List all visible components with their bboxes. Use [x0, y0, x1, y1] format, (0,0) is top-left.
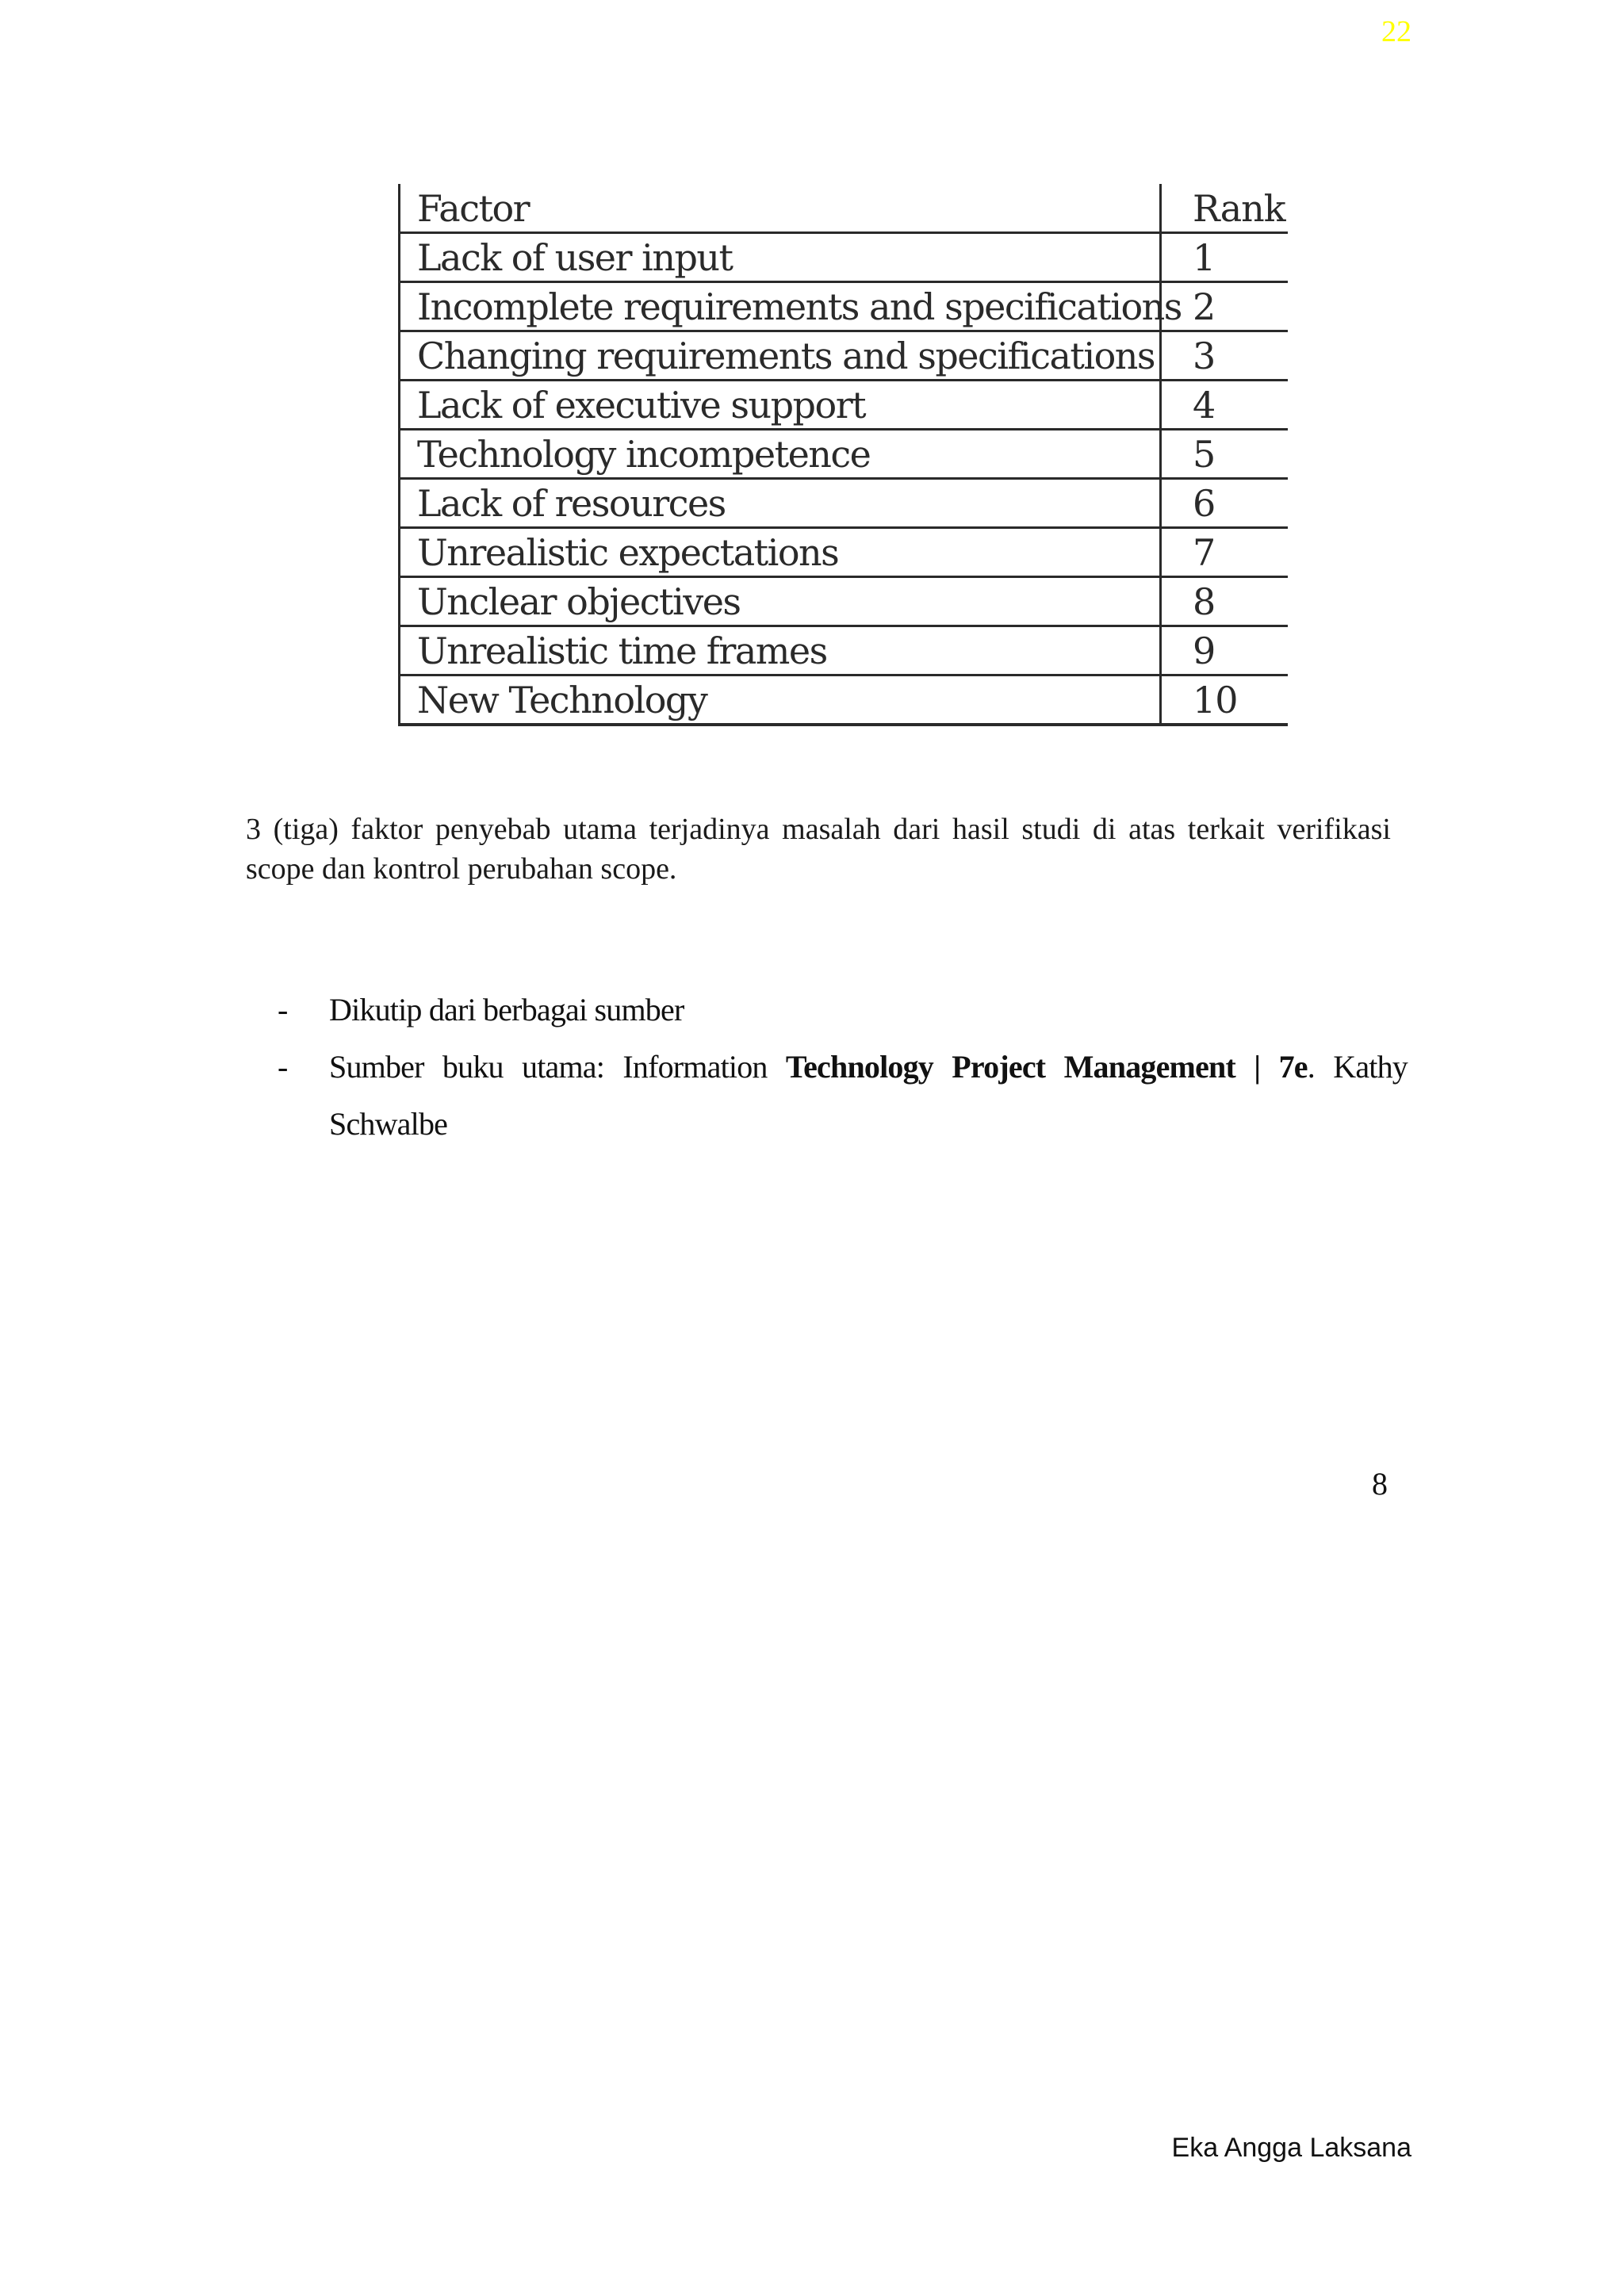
references-list [274, 982, 1408, 1153]
factor-cell: Lack of executive support [417, 384, 866, 427]
factor-cell: Changing requirements and specifications [417, 335, 1155, 377]
summary-paragraph: 3 (tiga) faktor penyebab utama terjadinya masalah dari hasil studi di atas terkait verifikasi scope dan kontrol perubahan scope. [246, 813, 1391, 886]
factor-cell: New Technology [417, 679, 707, 721]
book-title: Technology Project Management | 7e [785, 1049, 1308, 1085]
rank-cell: 6 [1193, 482, 1216, 525]
rank-cell: 2 [1193, 285, 1216, 328]
corner-page-number: 22 [1381, 15, 1411, 48]
rank-cell: 9 [1193, 629, 1216, 672]
factor-cell: Unrealistic expectations [417, 531, 839, 574]
reference-text-suffix: . Kathy Schwalbe [329, 1049, 1408, 1142]
table-row [398, 282, 1288, 331]
table-row [398, 577, 1288, 626]
factor-cell: Unclear objectives [417, 580, 741, 623]
rank-cell: 3 [1193, 335, 1216, 377]
list-item [274, 1039, 1408, 1153]
table-row [398, 381, 1288, 430]
table-row [398, 675, 1288, 725]
list-item [274, 982, 1408, 1039]
list-bullet: - [278, 992, 288, 1027]
factor-cell: Lack of resources [417, 482, 726, 525]
table-header-row [398, 184, 1288, 233]
factor-cell: Incomplete requirements and specifications [417, 285, 1182, 328]
table-row [398, 479, 1288, 528]
factor-rank-table [398, 184, 1288, 726]
table-row [398, 233, 1288, 282]
column-header-factor: Factor [417, 187, 530, 230]
table-row [398, 528, 1288, 577]
rank-cell: 7 [1193, 531, 1216, 574]
column-header-rank: Rank [1193, 187, 1285, 230]
rank-cell: 4 [1193, 384, 1216, 427]
rank-cell: 10 [1193, 679, 1238, 721]
list-bullet: - [278, 1049, 288, 1085]
rank-cell: 5 [1193, 433, 1216, 476]
reference-text-prefix: Sumber buku utama: Information [329, 1049, 786, 1085]
rank-cell: 8 [1193, 580, 1216, 623]
factor-cell: Lack of user input [417, 236, 733, 279]
table-row [398, 331, 1288, 381]
page-number: 8 [1372, 1466, 1388, 1502]
table-row [398, 430, 1288, 479]
factor-cell: Unrealistic time frames [417, 629, 827, 672]
footer-author: Eka Angga Laksana [1171, 2133, 1411, 2163]
rank-cell: 1 [1193, 236, 1216, 279]
reference-text: Dikutip dari berbagai sumber [329, 992, 684, 1027]
table-row [398, 626, 1288, 675]
factor-cell: Technology incompetence [417, 433, 871, 476]
